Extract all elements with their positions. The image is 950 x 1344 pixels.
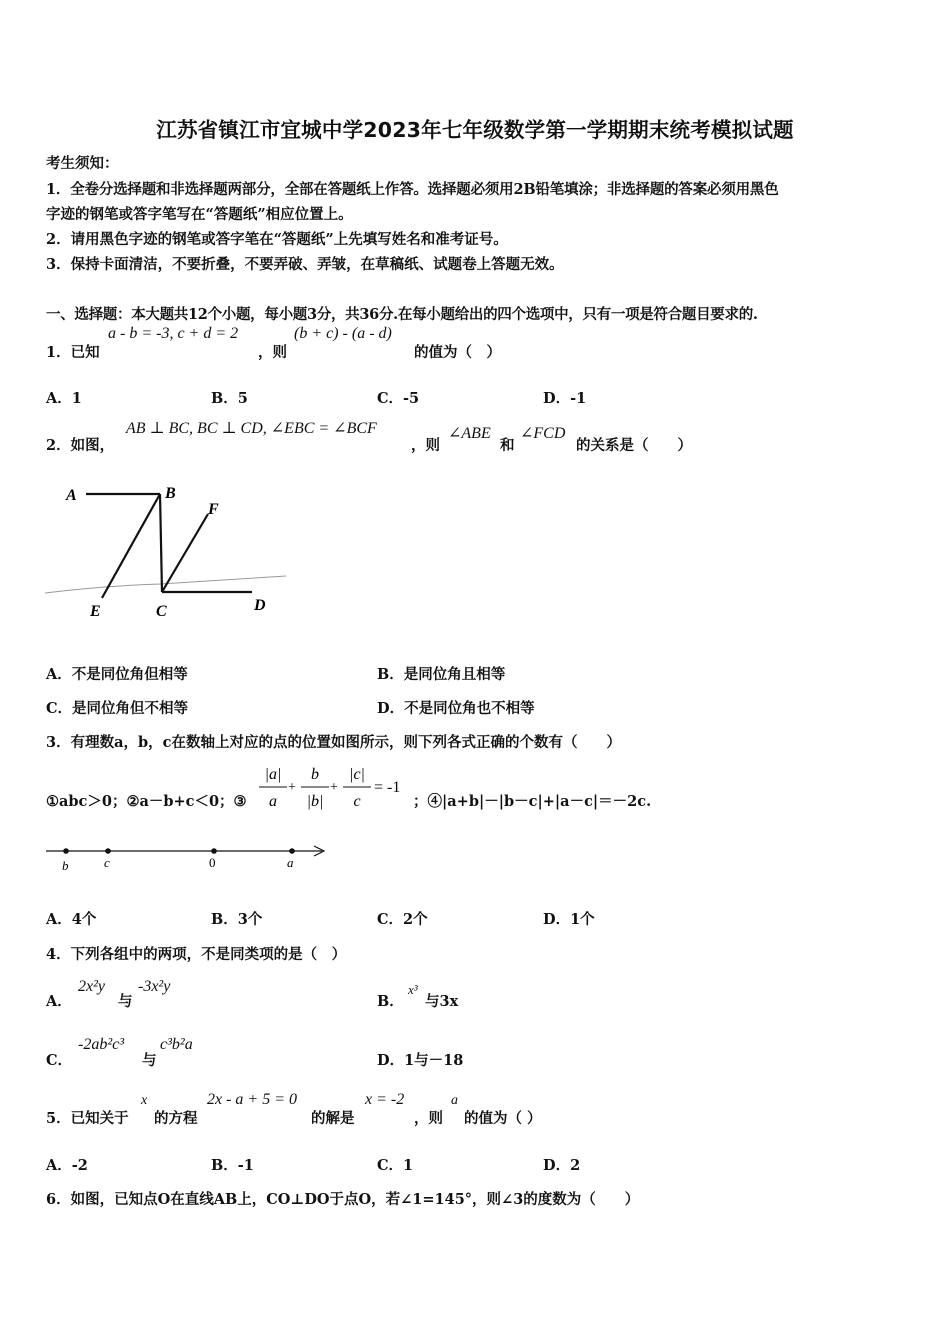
q2-segment-cf: [162, 514, 208, 592]
q2-prefix: 2．如图，: [46, 437, 115, 454]
notice-line-3: 3．保持卡面清洁，不要折叠，不要弄破、弄皱，在草稿纸、试题卷上答题无效。: [46, 256, 564, 273]
q3-label-zero: 0: [209, 855, 216, 870]
q4-option-c-with: 与: [142, 1052, 157, 1069]
q2-condition: AB ⊥ BC, BC ⊥ CD, ∠EBC = ∠BCF: [126, 420, 377, 437]
q5-equation: 2x - a + 5 = 0: [207, 1091, 298, 1108]
q5-option-c[interactable]: C．1: [377, 1157, 414, 1174]
q3-label-b: b: [62, 858, 69, 873]
q3-point-b: [63, 848, 69, 854]
page-title: 江苏省镇江市宜城中学2023年七年级数学第一学期期末统考模拟试题: [156, 118, 794, 142]
q3-frac3-num: |c|: [349, 766, 365, 783]
q2-option-a[interactable]: A．不是同位角但相等: [46, 666, 188, 683]
q5-mid-2: 的解是: [311, 1110, 355, 1127]
q3-label-c: c: [104, 855, 110, 870]
q4-option-c-term-2: c³b²a: [160, 1036, 193, 1053]
q4-option-b-label[interactable]: B．: [377, 993, 404, 1010]
q4-option-b-with: 与3x: [425, 993, 459, 1010]
q4-option-a-term-1: 2x²y: [78, 978, 105, 995]
q1-suffix: 的值为（ ）: [414, 344, 501, 361]
notice-line-2: 2．请用黑色字迹的钢笔或答字笔在“答题纸”上先填写姓名和准考证号。: [46, 231, 508, 248]
q4-option-b-term-1: x³: [408, 982, 418, 997]
q2-and: 和: [500, 437, 515, 454]
q3-frac2-num: b: [311, 766, 319, 783]
q1-option-d[interactable]: D．-1: [543, 390, 587, 407]
q3-frac1-den: a: [269, 793, 277, 810]
q2-label-a: A: [66, 487, 77, 504]
q4-stem: 4．下列各组中的两项，不是同类项的是（ ）: [46, 946, 347, 963]
q2-option-d[interactable]: D．不是同位角也不相等: [377, 700, 535, 717]
q3-option-d[interactable]: D．1个: [543, 911, 595, 928]
q1-option-c[interactable]: C．-5: [377, 390, 420, 407]
q5-solution: x = -2: [365, 1091, 405, 1108]
q2-figure: [40, 476, 300, 626]
q5-prefix: 5．已知关于: [46, 1110, 129, 1127]
q3-label-a: a: [287, 855, 294, 870]
q4-option-c-term-1: -2ab²c³: [78, 1036, 125, 1053]
q5-option-b[interactable]: B．-1: [211, 1157, 254, 1174]
q3-option-c[interactable]: C．2个: [377, 911, 428, 928]
q5-option-a[interactable]: A．-2: [46, 1157, 88, 1174]
q3-number-line: [40, 840, 340, 876]
q3-point-a: [289, 848, 295, 854]
q1-option-b[interactable]: B．5: [211, 390, 248, 407]
q3-frac1-num: |a|: [264, 766, 282, 783]
q1-expression: (b + c) - (a - d): [294, 325, 392, 342]
q3-equals: = -1: [374, 779, 401, 796]
q3-frac2-den: |b|: [306, 793, 324, 810]
notice-heading: 考生须知：: [46, 155, 119, 172]
q2-angle-2: ∠FCD: [520, 425, 566, 442]
q3-fraction-expression: [257, 761, 417, 817]
q3-plus-2: +: [330, 780, 338, 795]
q3-point-c: [105, 848, 111, 854]
q1-prefix: 1．已知: [46, 344, 100, 361]
section-heading: 一、选择题：本大题共12个小题，每小题3分，共36分.在每小题给出的四个选项中，只有一项是符合题目要求的.: [46, 306, 758, 323]
q3-option-a[interactable]: A．4个: [46, 911, 97, 928]
q5-var-a: a: [451, 1093, 458, 1108]
q1-condition: a - b = -3, c + d = 2: [108, 325, 239, 342]
q2-segment-be: [102, 494, 160, 598]
notice-line-1b: 字迹的钢笔或答字笔写在“答题纸”相应位置上。: [46, 206, 353, 223]
q4-option-c-label[interactable]: C．: [46, 1052, 73, 1069]
q2-mid: ，则: [411, 437, 440, 454]
q2-label-e: E: [90, 603, 101, 620]
q5-mid-1: 的方程: [154, 1110, 198, 1127]
q2-suffix: 的关系是（ ）: [576, 437, 692, 454]
q2-option-c[interactable]: C．是同位角但不相等: [46, 700, 189, 717]
q2-angle-1: ∠ABE: [448, 425, 491, 442]
q4-option-a-label[interactable]: A．: [46, 993, 72, 1010]
q1-mid: ，则: [258, 344, 287, 361]
q2-label-c: C: [156, 603, 167, 620]
q3-plus-1: +: [288, 780, 296, 795]
q5-option-d[interactable]: D．2: [543, 1157, 581, 1174]
q4-option-a-with: 与: [118, 993, 133, 1010]
q5-suffix: 的值为（ ）: [464, 1110, 542, 1127]
q3-frac3-den: c: [353, 793, 361, 810]
q5-var-x: x: [141, 1093, 148, 1108]
q2-option-b[interactable]: B．是同位角且相等: [377, 666, 506, 683]
q6-stem: 6．如图，已知点O在直线AB上，CO⊥DO于点O，若∠1=145°，则∠3的度数为（ ）: [46, 1191, 640, 1208]
notice-line-1: 1．全卷分选择题和非选择题两部分，全部在答题纸上作答。选择题必须用2B铅笔填涂；非选择题的答案必须用黑色: [46, 181, 779, 198]
q3-option-b[interactable]: B．3个: [211, 911, 263, 928]
q3-point-zero: [211, 848, 217, 854]
q3-statements-1-3: ①abc＞0；②a－b+c＜0；③: [46, 793, 247, 810]
q2-label-b: B: [165, 485, 176, 502]
q4-option-a-term-2: -3x²y: [138, 978, 171, 995]
q3-statement-4: ；④|a+b|－|b－c|+|a－c|＝－2c.: [413, 793, 652, 810]
q2-label-d: D: [254, 597, 266, 614]
q2-label-f: F: [208, 501, 219, 518]
q5-mid-3: ，则: [414, 1110, 443, 1127]
q3-stem: 3．有理数a，b，c在数轴上对应的点的位置如图所示，则下列各式正确的个数有（ ）: [46, 734, 621, 751]
q2-segment-bc: [160, 494, 162, 592]
q1-option-a[interactable]: A．1: [46, 390, 82, 407]
q4-option-d[interactable]: D．1与－18: [377, 1052, 464, 1069]
